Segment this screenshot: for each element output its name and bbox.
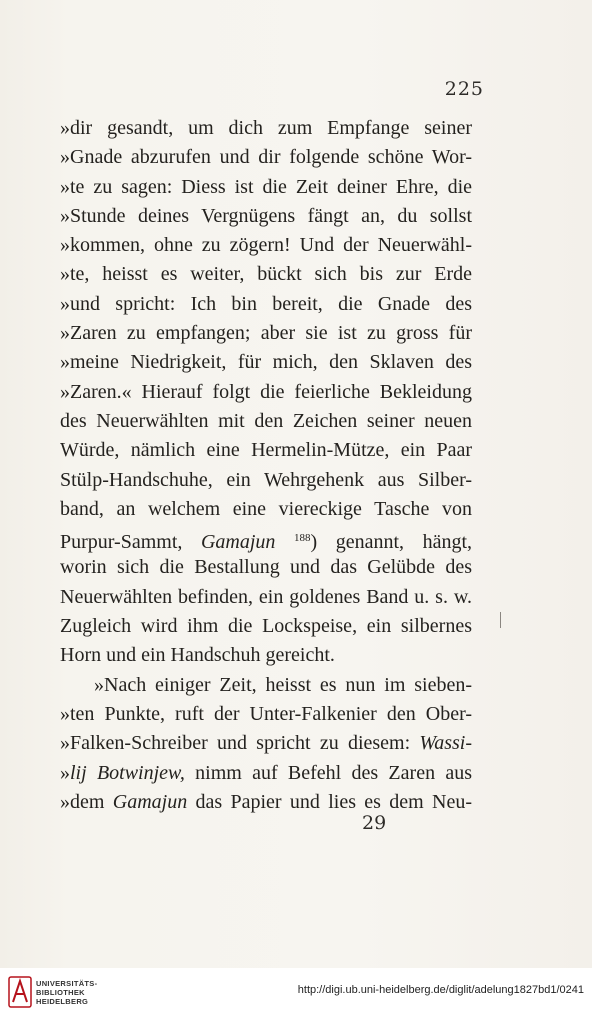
text-line bbox=[60, 759, 472, 788]
text-line: worin sich die Bestallung und das Gelübde des bbox=[60, 556, 472, 579]
text-span: »dem bbox=[60, 790, 113, 813]
text-line: »Gnade abzurufen und dir folgende schöne Wor- bbox=[60, 146, 472, 169]
logo-line: BIBLIOTHEK bbox=[36, 988, 85, 997]
viewer-footer bbox=[0, 968, 592, 1017]
text-line bbox=[60, 788, 472, 817]
margin-mark bbox=[500, 612, 501, 628]
text-line: »Stunde deines Vergnügens fängt an, du sollst bbox=[60, 204, 472, 227]
logo-line: UNIVERSITÄTS- bbox=[36, 979, 98, 988]
text-line: »te zu sagen: Diess ist die Zeit deiner Ehre, die bbox=[60, 175, 472, 198]
university-seal-icon bbox=[8, 976, 32, 1008]
text-line: »und spricht: Ich bin bereit, die Gnade des bbox=[60, 292, 472, 315]
text-span: Purpur-Sammt, bbox=[60, 531, 201, 554]
text-line: Neuerwählten befinden, ein goldenes Band u. s. w. bbox=[60, 585, 472, 608]
text-line: Stülp-Handschuhe, ein Wehrgehenk aus Silber- bbox=[60, 468, 472, 491]
text-line: »te, heisst es weiter, bückt sich bis zur Erde bbox=[60, 263, 472, 286]
text-span: nimm auf Befehl des Zaren aus bbox=[184, 761, 472, 784]
footnote-ref: 188 bbox=[293, 532, 311, 545]
italic-term: Gamajun bbox=[200, 531, 276, 554]
text-line bbox=[60, 524, 472, 553]
text-line: Horn und ein Handschuh gereicht. bbox=[60, 644, 335, 667]
text-line: »Zaren.« Hierauf folgt die feierliche Bekleidung bbox=[60, 380, 472, 403]
text-span: » bbox=[60, 761, 70, 784]
text-line: band, an welchem eine viereckige Tasche von bbox=[60, 497, 472, 520]
logo-line: HEIDELBERG bbox=[36, 997, 89, 1006]
text-line: »ten Punkte, ruft der Unter-Falkenier den Ober- bbox=[60, 702, 472, 725]
text-line: des Neuerwählten mit den Zeichen seiner neuen bbox=[60, 409, 472, 432]
library-logo-text bbox=[36, 979, 97, 1006]
page-number: 225 bbox=[444, 78, 484, 100]
text-span: das Papier und lies es dem Neu- bbox=[187, 790, 472, 813]
text-line: »Zaren zu empfangen; aber sie ist zu gross für bbox=[60, 322, 472, 345]
text-line: Zugleich wird ihm die Lockspeise, ein silbernes bbox=[60, 615, 472, 638]
signature-mark: 29 bbox=[362, 812, 387, 834]
italic-term: Gamajun bbox=[112, 790, 188, 813]
permalink-url[interactable]: http://digi.ub.uni-heidelberg.de/diglit/adelung1827bd1/0241 bbox=[297, 984, 584, 996]
text-line: »Nach einiger Zeit, heisst es nun im sieben- bbox=[94, 673, 472, 696]
text-line: »dir gesandt, um dich zum Empfange seiner bbox=[60, 117, 472, 139]
italic-term: lij Botwinjew, bbox=[70, 761, 185, 784]
text-line bbox=[60, 729, 472, 758]
text-span: ) genannt, hängt, bbox=[310, 531, 473, 554]
italic-term: Wassi- bbox=[419, 732, 472, 755]
text-line: »kommen, ohne zu zögern! Und der Neuerwähl- bbox=[60, 234, 472, 257]
text-span: »Falken-Schreiber und spricht zu diesem: bbox=[60, 732, 420, 755]
text-line: Würde, nämlich eine Hermelin-Mütze, ein Paar bbox=[60, 439, 472, 462]
body-text bbox=[60, 114, 472, 817]
text-line: »meine Niedrigkeit, für mich, den Sklaven des bbox=[60, 351, 472, 374]
